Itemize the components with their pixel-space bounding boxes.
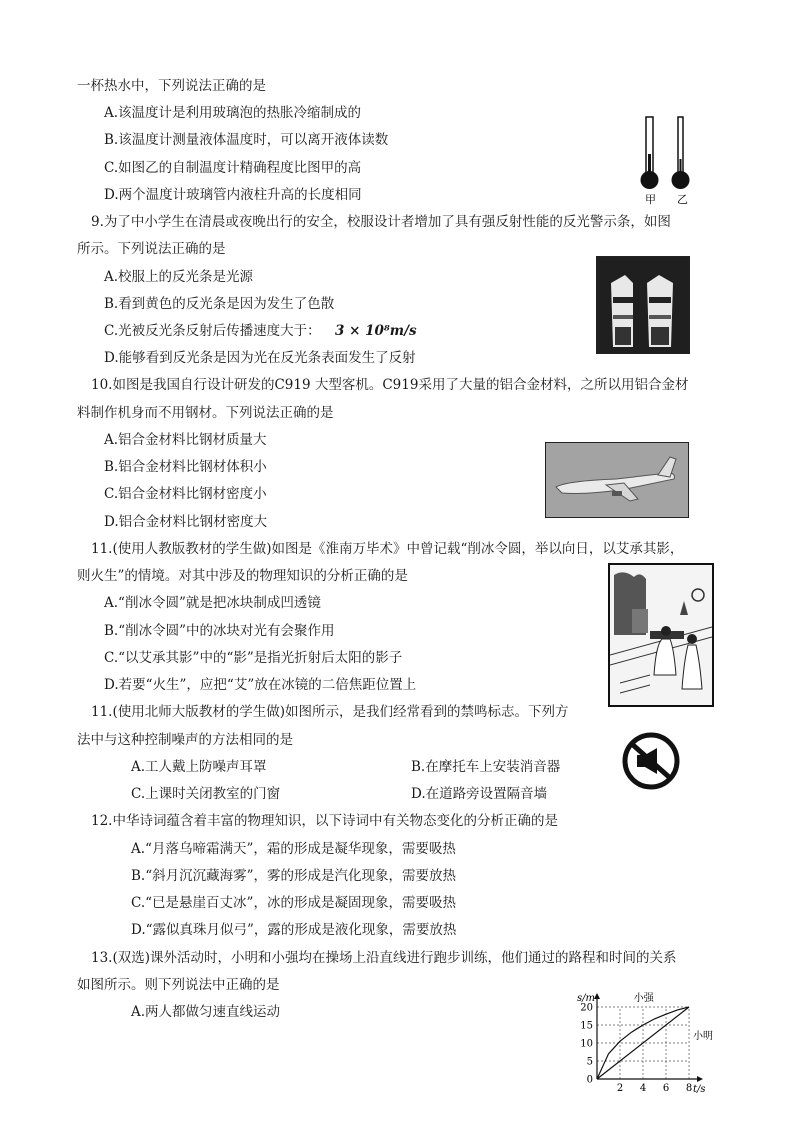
q13-stem-line2: 如图所示。则下列说法中正确的是 [77, 977, 280, 993]
q9-speed-value: 3 × 10⁸m/s [335, 323, 417, 339]
q12-option-a: A.“月落乌啼霜满天”，霜的形成是凝华现象，需要吸热 [131, 841, 456, 857]
thermometer-yi-bulb [672, 171, 690, 189]
q9-option-c: C.光被反光条反射后传播速度大于： [104, 323, 321, 339]
q8-stem: 一杯热水中，下列说法正确的是 [77, 78, 266, 94]
q11b-stem-line2: 法中与这种控制噪声的方法相同的是 [77, 732, 293, 748]
q13-stem-line1: 13.(双选)课外活动时，小明和小强均在操场上沿直线进行跑步训练，他们通过的路程和时间的关系 [91, 950, 677, 966]
q12-option-d: D.“露似真珠月似弓”，露的形成是液化现象，需要放热 [131, 922, 457, 938]
q8-option-a: A.该温度计是利用玻璃泡的热胀冷缩制成的 [104, 105, 362, 121]
x-tick-label: 6 [662, 1083, 670, 1094]
q12-option-b: B.“斜月沉沉藏海雾”，雾的形成是汽化现象，需要放热 [131, 868, 457, 884]
q11a-option-d: D.若要“火生”，应把“艾”放在冰镜的二倍焦距位置上 [104, 677, 417, 693]
q11a-option-b: B.“削冰令圆”中的冰块对光有会聚作用 [104, 623, 335, 639]
q9-option-d: D.能够看到反光条是因为光在反光条表面发生了反射 [104, 350, 416, 366]
chart-ylabel: s/m [577, 993, 595, 1004]
y-tick-label: 20 [580, 1002, 593, 1014]
x-tick-label: 2 [616, 1083, 624, 1094]
c919-airplane-photo [545, 442, 689, 518]
distance-time-chart [555, 985, 715, 1097]
q8-option-d: D.两个温度计玻璃管内液柱升高的长度相同 [104, 187, 362, 203]
y-tick-label: 0 [586, 1074, 593, 1086]
q11b-option-d: D.在道路旁设置隔音墙 [411, 786, 548, 802]
q11a-option-a: A.“削冰令圆”就是把冰块制成凹透镜 [104, 595, 321, 611]
reflective-uniform-photo [596, 256, 690, 354]
x-tick-label: 4 [639, 1083, 647, 1094]
q10-option-d: D.铝合金材料比钢材密度大 [104, 514, 268, 530]
q11b-option-c: C.上课时关闭教室的门窗 [131, 786, 281, 802]
ice-lens-illustration [608, 563, 714, 707]
x-tick-label: 8 [685, 1083, 693, 1094]
y-tick-label: 15 [580, 1020, 593, 1032]
q10-stem-line1: 10.如图是我国自行设计研发的C919 大型客机。C919采用了大量的铝合金材料，之所以用铝合金材 [91, 377, 689, 393]
thermometer-label-jia: 甲 [645, 193, 656, 206]
q9-option-b: B.看到黄色的反光条是因为发生了色散 [104, 296, 335, 312]
q10-stem-line2: 料制作机身而不用钢材。下列说法正确的是 [77, 405, 334, 421]
series-label-xiaoqiang: 小强 [633, 993, 654, 1004]
thermometer-jia-bulb [641, 171, 659, 189]
q8-option-b: B.该温度计测量液体温度时，可以离开液体读数 [104, 132, 389, 148]
q12-stem: 12.中华诗词蕴含着丰富的物理知识，以下诗词中有关物态变化的分析正确的是 [91, 813, 558, 829]
chart-xlabel: t/s [693, 1084, 706, 1095]
q11b-option-b: B.在摩托车上安装消音器 [411, 759, 561, 775]
q8-option-c: C.如图乙的自制温度计精确程度比图甲的高 [104, 160, 362, 176]
q11a-option-c: C.“以艾承其影”中的“影”是指光折射后太阳的影子 [104, 650, 403, 666]
q11a-stem-line2: 则火生”的情境。对其中涉及的物理知识的分析正确的是 [77, 568, 408, 584]
thermometer-figure [636, 114, 696, 206]
q10-option-b: B.铝合金材料比钢材体积小 [104, 459, 267, 475]
q9-option-a: A.校服上的反光条是光源 [104, 269, 254, 285]
x-axis-arrow [697, 1076, 703, 1082]
q12-option-c: C.“已是悬崖百丈冰”，冰的形成是凝固现象，需要吸热 [131, 895, 456, 911]
q10-option-a: A.铝合金材料比钢材质量大 [104, 432, 267, 448]
q11a-stem-line1: 11.(使用人教版教材的学生做)如图是《淮南万毕术》中曾记载“削冰令圆，举以向日，以艾承其影， [91, 541, 684, 557]
q10-option-c: C.铝合金材料比钢材密度小 [104, 486, 267, 502]
q9-stem-line1: 9.为了中小学生在清晨或夜晚出行的安全，校服设计者增加了具有强反射性能的反光警示条，如图 [91, 214, 671, 230]
q13-option-a: A.两人都做匀速直线运动 [131, 1004, 281, 1020]
q11b-option-a: A.工人戴上防噪声耳罩 [131, 759, 267, 775]
no-honking-sign-icon [621, 731, 681, 791]
q9-stem-line2: 所示。下列说法正确的是 [77, 241, 226, 257]
y-tick-label: 5 [586, 1056, 593, 1068]
thermometer-label-yi: 乙 [677, 193, 688, 206]
series-label-xiaoming: 小明 [693, 1030, 713, 1042]
y-tick-label: 10 [580, 1038, 593, 1050]
q11b-stem-line1: 11.(使用北师大版教材的学生做)如图所示，是我们经常看到的禁鸣标志。下列方 [91, 704, 569, 720]
